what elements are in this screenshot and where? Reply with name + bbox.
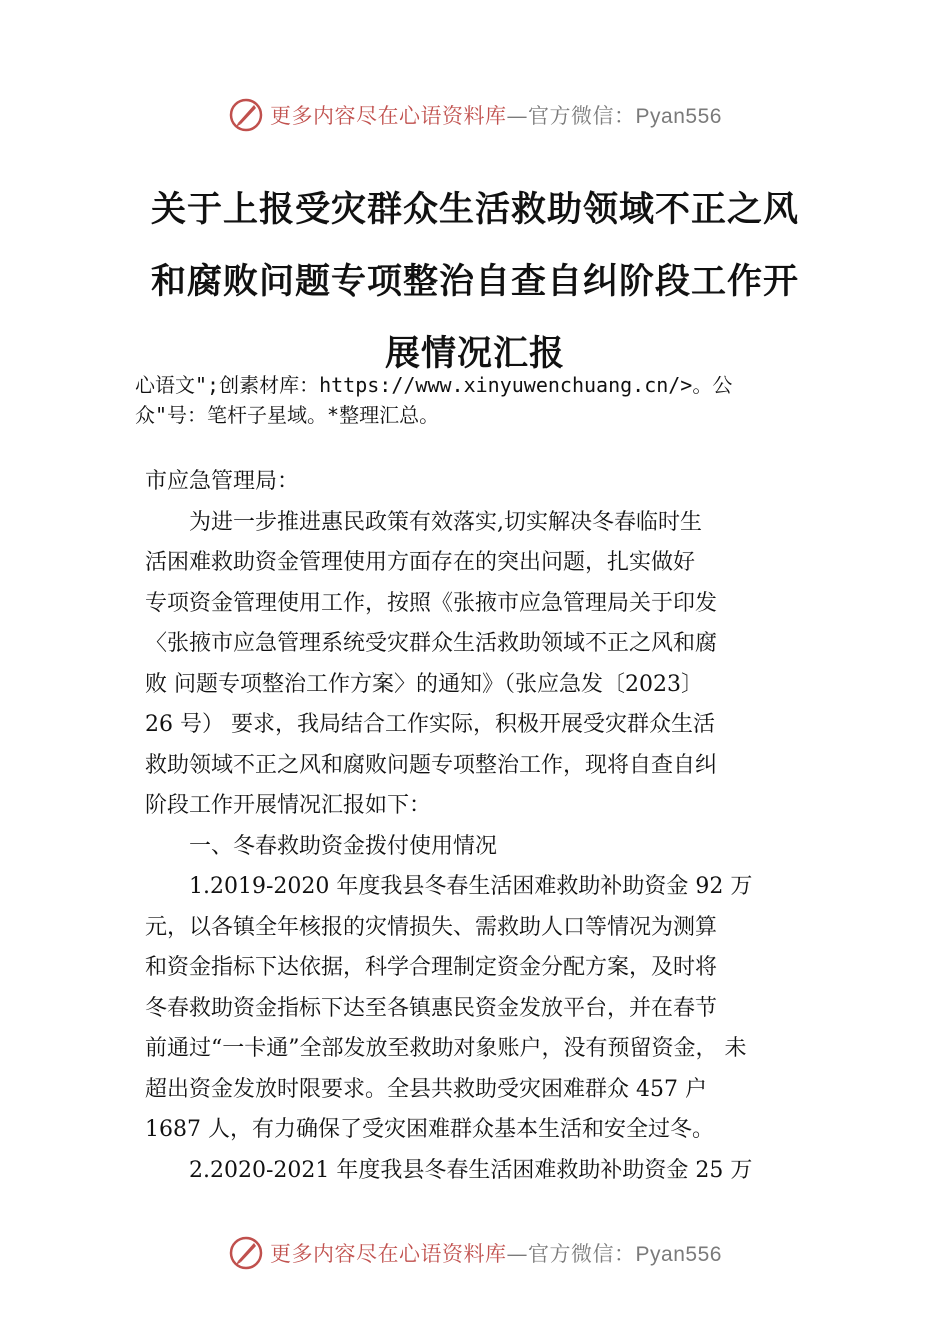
banner-separator: —: [506, 1242, 529, 1266]
quill-pen-logo-icon: [228, 97, 264, 133]
body-line: 2.2020-2021 年度我县冬春生活困难救助补助资金 25 万: [189, 1157, 753, 1183]
body-line: 为进一步推进惠民政策有效落实,切实解决冬春临时生: [189, 509, 702, 535]
body-line: 1.2019-2020 年度我县冬春生活困难救助补助资金 92 万: [189, 874, 753, 899]
title-line: 关于上报受灾群众生活救助领域不正之风: [150, 190, 799, 230]
banner-brand: 更多内容尽在心语资料库: [270, 104, 507, 128]
section-heading: 一、冬春救助资金拨付使用情况: [189, 833, 498, 859]
salutation: 市应急管理局：: [145, 469, 300, 494]
top-banner: [0, 95, 950, 135]
body-line: 前通过“一卡通”全部发放至救助对象账户，没有预留资金， 未: [145, 1036, 747, 1061]
document-title: [135, 174, 815, 390]
body-line: 救助领域不正之风和腐败问题专项整治工作，现将自查自纠: [145, 752, 718, 778]
body-line: 阶段工作开展情况汇报如下：: [145, 793, 432, 818]
title-line: 和腐败问题专项整治自查自纠阶段工作开: [150, 262, 799, 302]
banner-separator: —: [506, 104, 529, 128]
body-line: 〈张掖市应急管理系统受灾群众生活救助领域不正之风和腐: [145, 631, 718, 656]
body-line: 冬春救助资金指标下达至各镇惠民资金发放平台，并在春节: [145, 995, 718, 1021]
banner-wechat-id: Pyan556: [635, 1243, 722, 1266]
body-line: 败 问题专项整治工作方案〉的通知》（张应急发〔2023〕: [145, 671, 703, 697]
body-line: 和资金指标下达依据，科学合理制定资金分配方案，及时将: [145, 955, 718, 980]
body-line: 26 号） 要求，我局结合工作实际，积极开展受灾群众生活: [145, 712, 715, 737]
body-line: 超出资金发放时限要求。全县共救助受灾困难群众 457 户: [145, 1076, 707, 1102]
banner-text: [270, 1238, 722, 1268]
banner-wechat-label: 官方微信：: [528, 1242, 636, 1266]
body-line: 1687 人，有力确保了受灾困难群众基本生活和安全过冬。: [145, 1117, 714, 1142]
banner-text: [270, 100, 722, 130]
banner-wechat-label: 官方微信：: [528, 104, 636, 128]
body-line: 元，以各镇全年核报的灾情损失、需救助人口等情况为测算: [145, 914, 718, 940]
quill-pen-logo-icon: [228, 1235, 264, 1271]
banner-wechat-id: Pyan556: [635, 105, 722, 128]
bottom-banner: [0, 1233, 950, 1273]
source-note-line: 心语文";创素材库：https://www.xinyuwenchuang.cn/>。公: [135, 373, 733, 397]
source-note: [135, 370, 815, 430]
body-line: 专项资金管理使用工作，按照《张掖市应急管理局关于印发: [145, 590, 718, 616]
banner-brand: 更多内容尽在心语资料库: [270, 1242, 507, 1266]
body-line: 活困难救助资金管理使用方面存在的突出问题，扎实做好: [145, 550, 696, 575]
title-line: 展情况汇报: [384, 334, 565, 374]
document-body: [145, 462, 810, 1191]
source-note-line: 众"号：笔杆子星域。*整理汇总。: [135, 403, 440, 427]
